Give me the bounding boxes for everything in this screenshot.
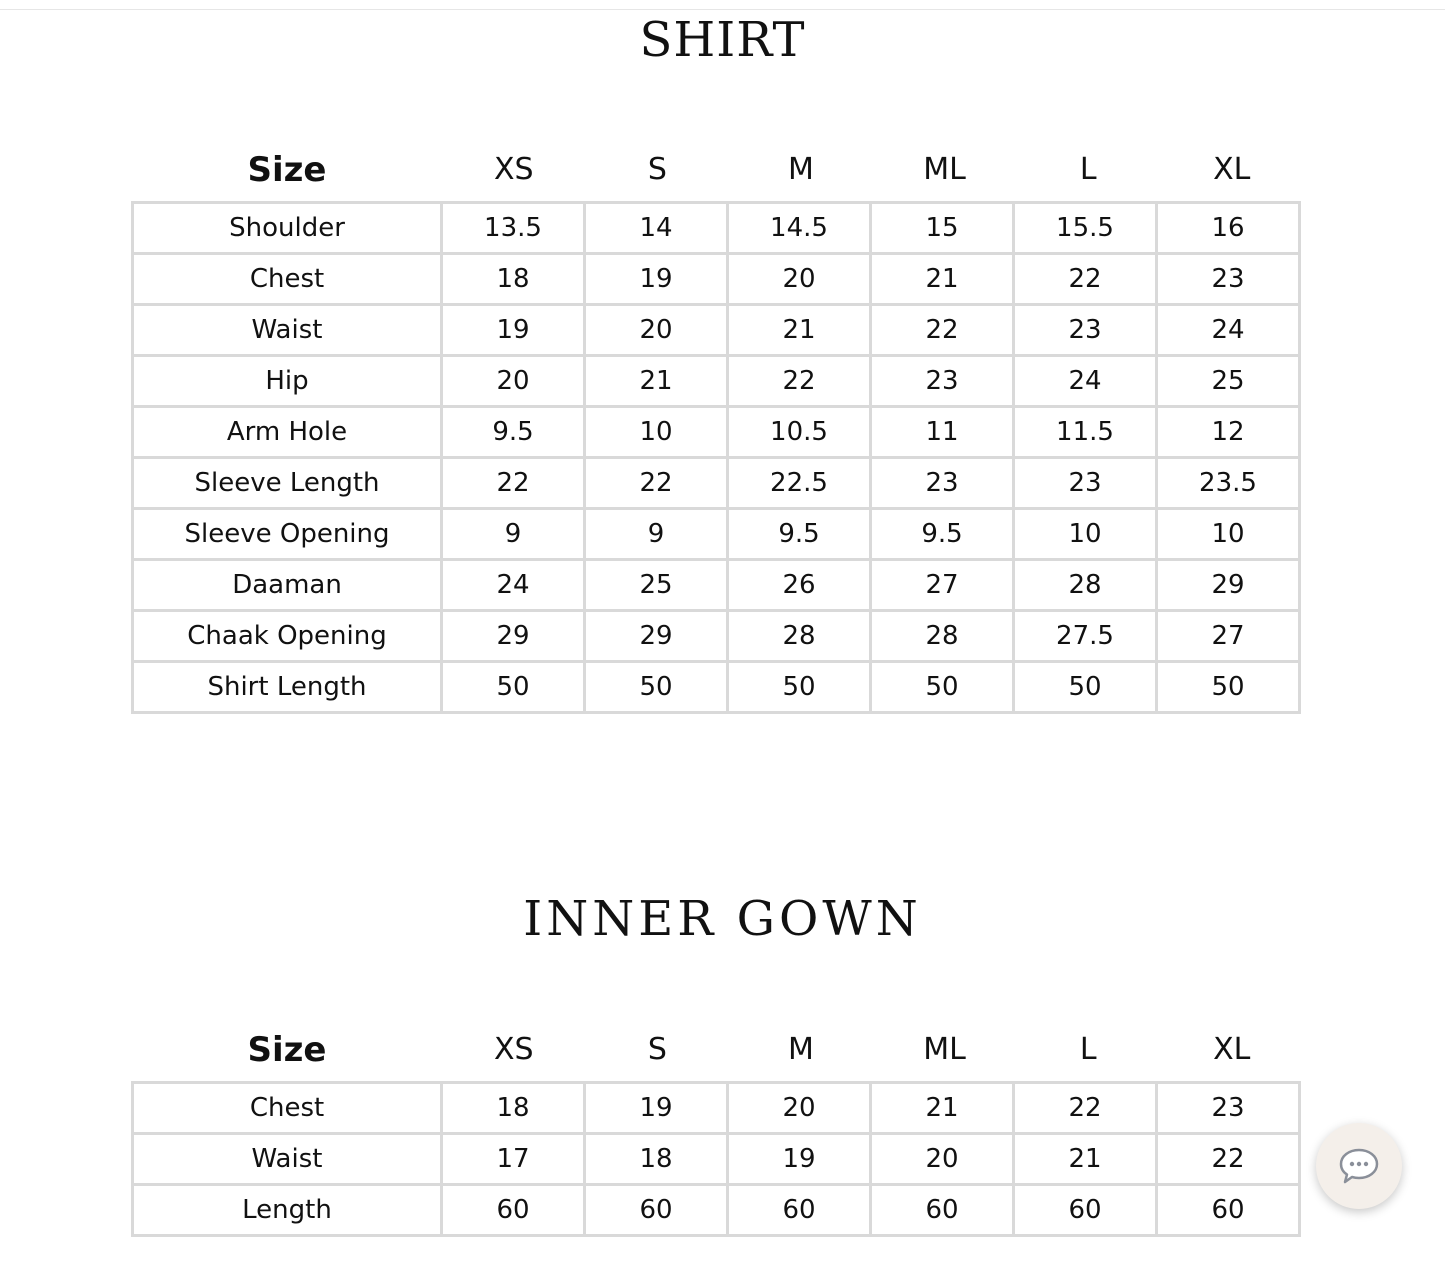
row-label: Daaman: [133, 560, 442, 611]
table-cell: 60: [442, 1185, 585, 1236]
chat-widget-button[interactable]: [1316, 1123, 1402, 1209]
shirt-section-title: SHIRT: [639, 12, 806, 68]
inner-gown-size-table: [131, 1081, 1301, 1237]
table-cell: 21: [1014, 1134, 1157, 1185]
table-cell: 15: [871, 203, 1014, 254]
table-cell: 9: [442, 509, 585, 560]
table-row: [133, 203, 1300, 254]
table-cell: 21: [585, 356, 728, 407]
table-cell: 24: [442, 560, 585, 611]
table-cell: 60: [1014, 1185, 1157, 1236]
table-cell: 29: [585, 611, 728, 662]
table-cell: 9.5: [442, 407, 585, 458]
table-cell: 20: [728, 254, 871, 305]
row-label: Arm Hole: [133, 407, 442, 458]
size-header-xl: XL: [1213, 1032, 1251, 1067]
table-cell: 22: [442, 458, 585, 509]
size-header-xl: XL: [1213, 152, 1251, 187]
table-row: [133, 509, 1300, 560]
size-header-ml: ML: [923, 152, 966, 187]
table-cell: 28: [728, 611, 871, 662]
table-cell: 26: [728, 560, 871, 611]
table-cell: 18: [442, 1083, 585, 1134]
table-row: [133, 305, 1300, 356]
table-cell: 29: [1157, 560, 1300, 611]
table-cell: 18: [585, 1134, 728, 1185]
table-cell: 50: [442, 662, 585, 713]
shirt-size-table: [131, 201, 1301, 714]
size-header-s: S: [647, 152, 667, 187]
row-label: Chest: [133, 254, 442, 305]
table-cell: 23: [1157, 254, 1300, 305]
table-cell: 22.5: [728, 458, 871, 509]
table-cell: 23: [1157, 1083, 1300, 1134]
row-label: Chaak Opening: [133, 611, 442, 662]
inner-gown-size-header: [132, 1028, 1304, 1072]
size-header-m: M: [788, 1032, 814, 1067]
table-cell: 23: [871, 356, 1014, 407]
row-label: Hip: [133, 356, 442, 407]
size-header-ml: ML: [923, 1032, 966, 1067]
table-cell: 10.5: [728, 407, 871, 458]
table-cell: 60: [728, 1185, 871, 1236]
table-cell: 50: [728, 662, 871, 713]
table-cell: 10: [585, 407, 728, 458]
table-row: [133, 356, 1300, 407]
table-row: [133, 1083, 1300, 1134]
row-label: Shoulder: [133, 203, 442, 254]
table-cell: 17: [442, 1134, 585, 1185]
table-cell: 50: [1157, 662, 1300, 713]
chat-bubble-icon: [1337, 1146, 1381, 1186]
table-cell: 18: [442, 254, 585, 305]
table-cell: 13.5: [442, 203, 585, 254]
table-cell: 19: [442, 305, 585, 356]
table-row: [133, 458, 1300, 509]
size-header-l: L: [1079, 152, 1097, 187]
table-cell: 23: [1014, 458, 1157, 509]
table-cell: 50: [871, 662, 1014, 713]
size-header-l: L: [1079, 1032, 1097, 1067]
table-cell: 60: [1157, 1185, 1300, 1236]
table-cell: 60: [871, 1185, 1014, 1236]
table-cell: 19: [585, 1083, 728, 1134]
table-cell: 21: [728, 305, 871, 356]
table-cell: 10: [1157, 509, 1300, 560]
table-cell: 20: [585, 305, 728, 356]
table-cell: 22: [871, 305, 1014, 356]
table-cell: 23.5: [1157, 458, 1300, 509]
inner-gown-section-title: INNER GOWN: [523, 891, 922, 947]
table-cell: 11.5: [1014, 407, 1157, 458]
table-cell: 21: [871, 1083, 1014, 1134]
table-cell: 27.5: [1014, 611, 1157, 662]
table-row: [133, 254, 1300, 305]
row-label: Chest: [133, 1083, 442, 1134]
row-label: Sleeve Opening: [133, 509, 442, 560]
row-label: Length: [133, 1185, 442, 1236]
size-header-label: Size: [247, 1030, 327, 1070]
table-cell: 21: [871, 254, 1014, 305]
size-header-xs: XS: [493, 152, 534, 187]
table-cell: 15.5: [1014, 203, 1157, 254]
table-cell: 29: [442, 611, 585, 662]
table-cell: 50: [1014, 662, 1157, 713]
size-header-s: S: [647, 1032, 667, 1067]
row-label: Waist: [133, 305, 442, 356]
table-cell: 19: [728, 1134, 871, 1185]
table-cell: 28: [1014, 560, 1157, 611]
table-cell: 23: [871, 458, 1014, 509]
table-cell: 24: [1014, 356, 1157, 407]
table-cell: 10: [1014, 509, 1157, 560]
table-row: [133, 662, 1300, 713]
row-label: Sleeve Length: [133, 458, 442, 509]
table-cell: 14: [585, 203, 728, 254]
table-cell: 27: [871, 560, 1014, 611]
top-divider: [0, 9, 1445, 10]
size-header-m: M: [788, 152, 814, 187]
table-cell: 22: [1014, 254, 1157, 305]
table-cell: 11: [871, 407, 1014, 458]
table-cell: 16: [1157, 203, 1300, 254]
table-cell: 20: [871, 1134, 1014, 1185]
size-header-xs: XS: [493, 1032, 534, 1067]
table-cell: 24: [1157, 305, 1300, 356]
table-cell: 9.5: [728, 509, 871, 560]
table-cell: 22: [1014, 1083, 1157, 1134]
table-cell: 9.5: [871, 509, 1014, 560]
table-row: [133, 560, 1300, 611]
table-cell: 22: [585, 458, 728, 509]
table-cell: 12: [1157, 407, 1300, 458]
table-cell: 20: [728, 1083, 871, 1134]
table-cell: 25: [1157, 356, 1300, 407]
table-cell: 27: [1157, 611, 1300, 662]
size-header-label: Size: [247, 150, 327, 190]
table-cell: 50: [585, 662, 728, 713]
table-cell: 60: [585, 1185, 728, 1236]
table-cell: 20: [442, 356, 585, 407]
table-row: [133, 1134, 1300, 1185]
table-row: [133, 407, 1300, 458]
row-label: Waist: [133, 1134, 442, 1185]
table-row: [133, 1185, 1300, 1236]
table-cell: 22: [728, 356, 871, 407]
shirt-size-header: [132, 148, 1304, 192]
table-cell: 14.5: [728, 203, 871, 254]
table-row: [133, 611, 1300, 662]
table-cell: 22: [1157, 1134, 1300, 1185]
row-label: Shirt Length: [133, 662, 442, 713]
table-cell: 25: [585, 560, 728, 611]
table-cell: 19: [585, 254, 728, 305]
table-cell: 28: [871, 611, 1014, 662]
table-cell: 9: [585, 509, 728, 560]
table-cell: 23: [1014, 305, 1157, 356]
